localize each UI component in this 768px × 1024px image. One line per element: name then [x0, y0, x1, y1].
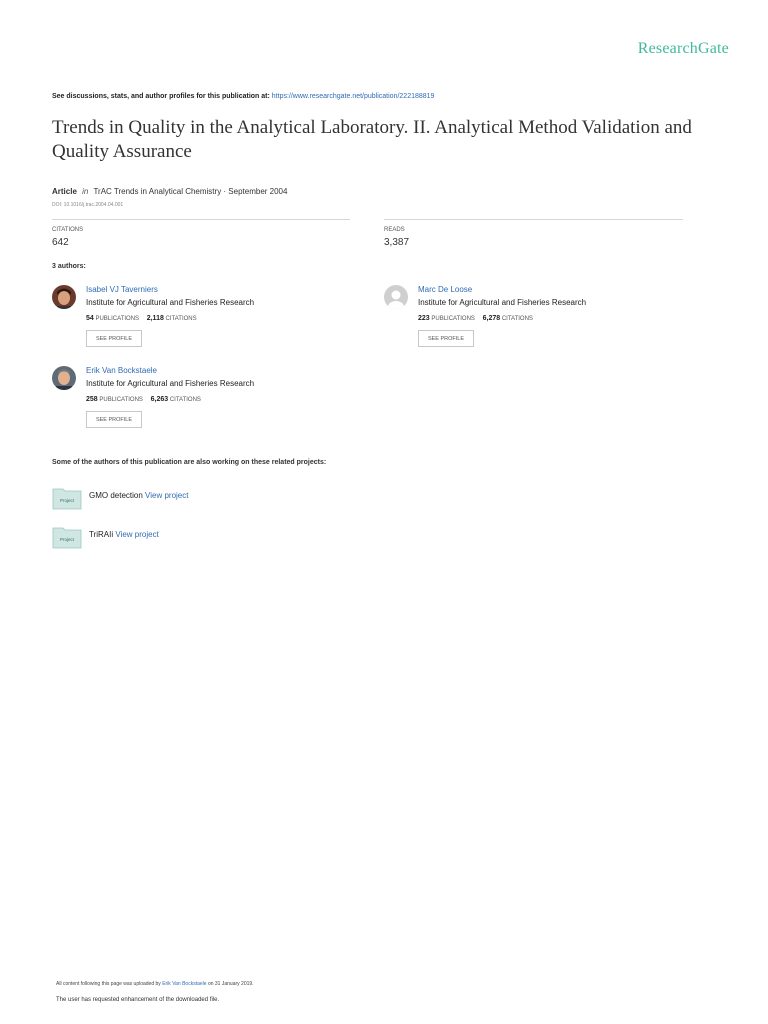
author-stats — [86, 315, 197, 322]
publications-label: PUBLICATIONS — [431, 316, 475, 322]
doi: DOI: 10.1016/j.trac.2004.04.001 — [52, 202, 124, 208]
author-name-link[interactable]: Marc De Loose — [418, 285, 473, 294]
author-card — [52, 285, 372, 357]
upload-note-prefix: All content following this page was uploaded by — [56, 981, 161, 987]
author-name-link[interactable]: Isabel VJ Taverniers — [86, 285, 158, 294]
publications-label: PUBLICATIONS — [95, 316, 140, 322]
author-card — [52, 366, 372, 438]
author-avatar-photo[interactable] — [52, 366, 76, 390]
reads-value: 3,387 — [384, 237, 410, 248]
publications-count: 258 — [86, 396, 98, 403]
reads-label: READS — [384, 227, 405, 233]
reads-divider — [384, 219, 683, 220]
author-card — [384, 285, 704, 357]
project-item — [52, 525, 352, 551]
author-stats — [418, 315, 533, 322]
article-type: Article — [52, 187, 77, 196]
publication-url-link[interactable]: https://www.researchgate.net/publication/222188819 — [271, 93, 435, 100]
researchgate-logo[interactable]: ResearchGate — [637, 40, 729, 57]
uploader-link[interactable]: Erik Van Bockstaele — [162, 981, 207, 987]
author-institution: Institute for Agricultural and Fisheries Research — [86, 379, 255, 388]
upload-note — [56, 981, 254, 987]
upload-note-suffix: on 31 January 2019. — [207, 981, 254, 987]
project-name: GMO detection — [89, 491, 143, 500]
article-meta — [52, 187, 287, 196]
citations-label: CITATIONS — [52, 227, 84, 233]
see-profile-button[interactable]: SEE PROFILE — [86, 330, 142, 347]
citations-label: CITATIONS — [169, 397, 201, 403]
folder-project-icon — [52, 525, 82, 549]
view-project-link[interactable]: View project — [115, 530, 159, 539]
citations-value: 642 — [52, 237, 69, 248]
citations-count: 6,278 — [482, 315, 501, 322]
project-line — [89, 530, 159, 539]
author-name-link[interactable]: Erik Van Bockstaele — [86, 366, 157, 375]
in-word: in — [82, 187, 89, 196]
project-item — [52, 486, 352, 512]
view-project-link[interactable]: View project — [145, 491, 189, 500]
citations-count: 2,118 — [146, 315, 164, 322]
publications-count: 54 — [86, 315, 94, 322]
author-avatar-placeholder[interactable] — [384, 285, 408, 309]
see-discussions-text: See discussions, stats, and author profiles for this publication at: — [52, 93, 270, 100]
folder-icon-label: Project — [59, 537, 75, 542]
paper-title: Trends in Quality in the Analytical Laboratory. II. Analytical Method Validation and Quality Assurance — [52, 117, 692, 162]
citations-label: CITATIONS — [165, 316, 197, 322]
author-avatar-photo[interactable] — [52, 285, 76, 309]
see-discussions-line — [52, 93, 434, 100]
authors-heading: 3 authors: — [52, 263, 86, 270]
see-profile-button[interactable]: SEE PROFILE — [86, 411, 142, 428]
folder-project-icon — [52, 486, 82, 510]
citations-label: CITATIONS — [501, 316, 533, 322]
citations-divider — [52, 219, 350, 220]
enhancement-note: The user has requested enhancement of the downloaded file. — [56, 997, 220, 1003]
project-line — [89, 491, 188, 500]
see-profile-button[interactable]: SEE PROFILE — [418, 330, 474, 347]
folder-icon-label: Project — [59, 498, 75, 503]
author-institution: Institute for Agricultural and Fisheries Research — [86, 298, 255, 307]
journal-and-date: TrAC Trends in Analytical Chemistry · September 2004 — [93, 187, 288, 196]
project-name: TriRAIi — [89, 530, 114, 539]
publications-label: PUBLICATIONS — [99, 397, 143, 403]
citations-count: 6,263 — [150, 396, 169, 403]
author-institution: Institute for Agricultural and Fisheries Research — [418, 298, 587, 307]
publications-count: 223 — [418, 315, 430, 322]
author-stats — [86, 396, 201, 403]
related-projects-heading: Some of the authors of this publication are also working on these related projects: — [52, 459, 327, 466]
